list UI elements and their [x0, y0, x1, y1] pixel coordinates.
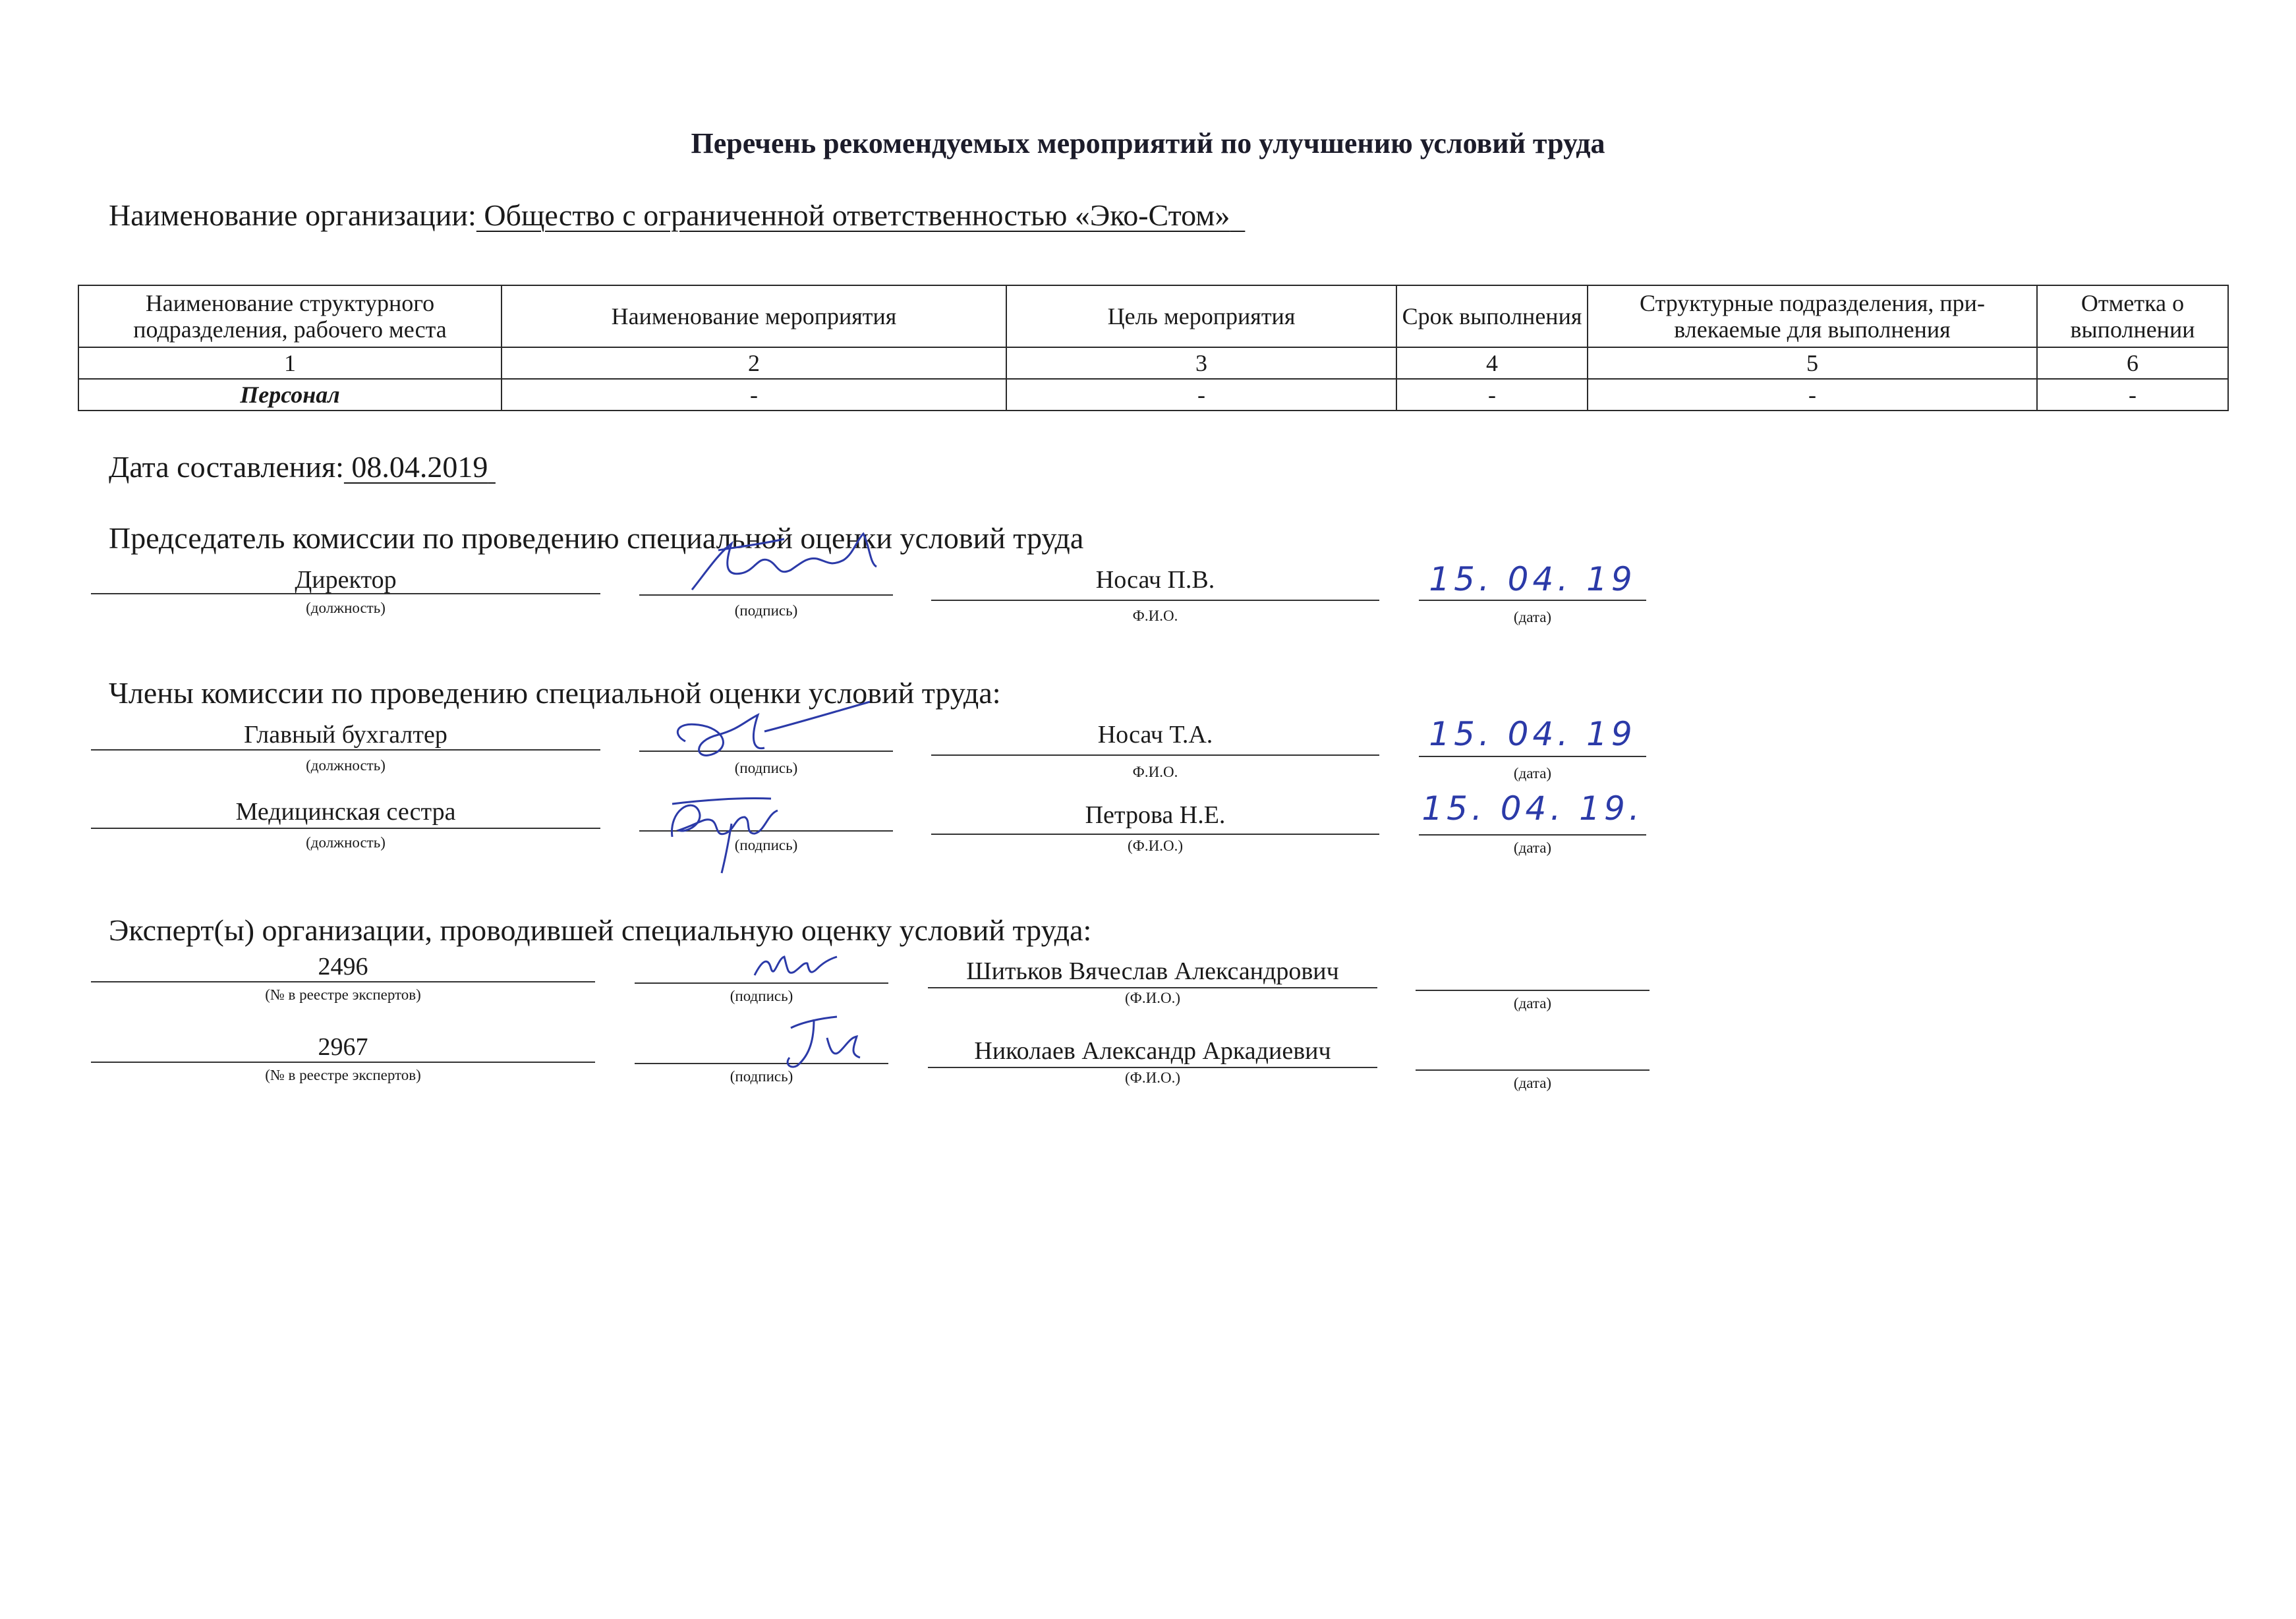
table-cell: - [1396, 379, 1588, 411]
member-date: 15. 04. 19 [1429, 715, 1636, 753]
number-cell: 4 [1396, 347, 1588, 379]
header-cell: Срок выполнения [1396, 285, 1588, 347]
underline [91, 749, 600, 751]
table-cell: - [1588, 379, 2037, 411]
position-caption: (должность) [306, 834, 386, 851]
underline [91, 828, 600, 829]
compile-date-value: 08.04.2019 [343, 450, 488, 484]
members-heading: Члены комиссии по проведению специальной оценки условий труда: [109, 676, 1001, 710]
underline [91, 981, 595, 982]
organization-label: Наименование организации: [109, 198, 476, 232]
member-position: Медицинская сестра [235, 798, 456, 826]
date-caption: (дата) [1513, 765, 1552, 781]
member-1-position-field [91, 720, 600, 780]
expert-1-name-field [928, 957, 1377, 1016]
name-caption: (Ф.И.О.) [1125, 990, 1180, 1006]
expert-name: Николаев Александр Аркадиевич [974, 1037, 1331, 1065]
underline [928, 987, 1377, 988]
registry-caption: (№ в реестре экспертов) [265, 986, 421, 1003]
member-date: 15. 04. 19. [1421, 789, 1644, 828]
table-number-row [78, 347, 2228, 379]
underline [1416, 1069, 1650, 1071]
expert-registry-number: 2496 [318, 953, 368, 980]
expert-2-name-field [928, 1037, 1377, 1096]
chairman-heading: Председатель комиссии по проведению специальной оценки условий труда [109, 521, 1084, 555]
position-caption: (должность) [306, 757, 386, 774]
table-cell: - [2037, 379, 2228, 411]
expert-2-registry-field [91, 1033, 595, 1092]
underline [91, 1062, 595, 1063]
expert-registry-number: 2967 [318, 1033, 368, 1061]
expert-2-signature-image [778, 1011, 870, 1071]
underline [1419, 756, 1646, 757]
number-cell: 6 [2037, 347, 2228, 379]
name-caption: Ф.И.О. [1132, 764, 1178, 780]
member-2-date-field [1419, 789, 1646, 862]
member-1-name-field [931, 720, 1379, 786]
underline [931, 600, 1379, 601]
signature-caption: (подпись) [734, 760, 798, 776]
member-2-signature-image [659, 784, 804, 876]
chairman-name: Носач П.В. [1095, 566, 1215, 594]
underline [1416, 990, 1650, 991]
header-cell: Цель мероприятия [1006, 285, 1396, 347]
underline [1419, 600, 1646, 601]
compile-date-line [109, 449, 496, 484]
number-cell: 5 [1588, 347, 2037, 379]
expert-1-signature-image [751, 949, 844, 988]
member-1-signature-image [659, 695, 896, 768]
member-1-date-field [1419, 715, 1646, 787]
expert-name: Шитьков Вячеслав Александрович [966, 957, 1339, 985]
number-cell: 2 [502, 347, 1006, 379]
table-cell: - [502, 379, 1006, 411]
table-header-row [78, 285, 2228, 347]
header-cell: Наименование структурного подразделения, рабочего места [78, 285, 502, 347]
member-name: Носач Т.А. [1097, 721, 1213, 749]
member-name: Петрова Н.Е. [1085, 801, 1226, 829]
measures-table [78, 285, 2229, 411]
experts-heading: Эксперт(ы) организации, проводившей специальную оценку условий труда: [109, 913, 1092, 947]
chairman-signature-image [679, 527, 890, 600]
registry-caption: (№ в реестре экспертов) [265, 1067, 421, 1083]
organization-line [109, 198, 1245, 233]
header-cell: Наименование мероприятия [502, 285, 1006, 347]
position-caption: (должность) [306, 600, 386, 616]
table-cell: Персонал [78, 379, 502, 411]
name-caption: (Ф.И.О.) [1125, 1069, 1180, 1086]
underline [928, 1067, 1377, 1068]
chairman-position-field [91, 565, 600, 625]
date-caption: (дата) [1513, 839, 1552, 856]
number-cell: 3 [1006, 347, 1396, 379]
table-cell: - [1006, 379, 1396, 411]
member-2-position-field [91, 797, 600, 857]
member-position: Главный бухгалтер [244, 721, 447, 749]
underline [1419, 834, 1646, 836]
header-cell: Структурные подразделения, при-влекаемые для выполнения [1588, 285, 2037, 347]
member-2-name-field [931, 801, 1379, 866]
underline [91, 593, 600, 594]
name-caption: (Ф.И.О.) [1128, 838, 1183, 854]
date-caption: (дата) [1513, 609, 1552, 625]
chairman-position: Директор [295, 566, 397, 594]
signature-caption: (подпись) [730, 988, 793, 1004]
underline [931, 834, 1379, 835]
document-title: Перечень рекомендуемых мероприятий по улучшению условий труда [691, 127, 1605, 159]
organization-value: Общество с ограниченной ответственностью «Эко-Стом» [476, 198, 1230, 232]
date-caption: (дата) [1513, 995, 1552, 1011]
name-caption: Ф.И.О. [1132, 608, 1178, 624]
expert-1-registry-field [91, 952, 595, 1011]
underline [931, 754, 1379, 756]
chairman-date-field [1419, 560, 1646, 633]
chairman-date: 15. 04. 19 [1429, 560, 1636, 598]
expert-1-date-field [1416, 957, 1650, 1016]
signature-caption: (подпись) [734, 837, 798, 853]
compile-date-label: Дата составления: [109, 450, 344, 484]
table-row [78, 379, 2228, 411]
number-cell: 1 [78, 347, 502, 379]
signature-caption: (подпись) [730, 1068, 793, 1085]
date-caption: (дата) [1513, 1075, 1552, 1091]
header-cell: Отметка о выполнении [2037, 285, 2228, 347]
signature-caption: (подпись) [734, 602, 798, 619]
expert-2-date-field [1416, 1037, 1650, 1096]
chairman-name-field [931, 565, 1379, 631]
